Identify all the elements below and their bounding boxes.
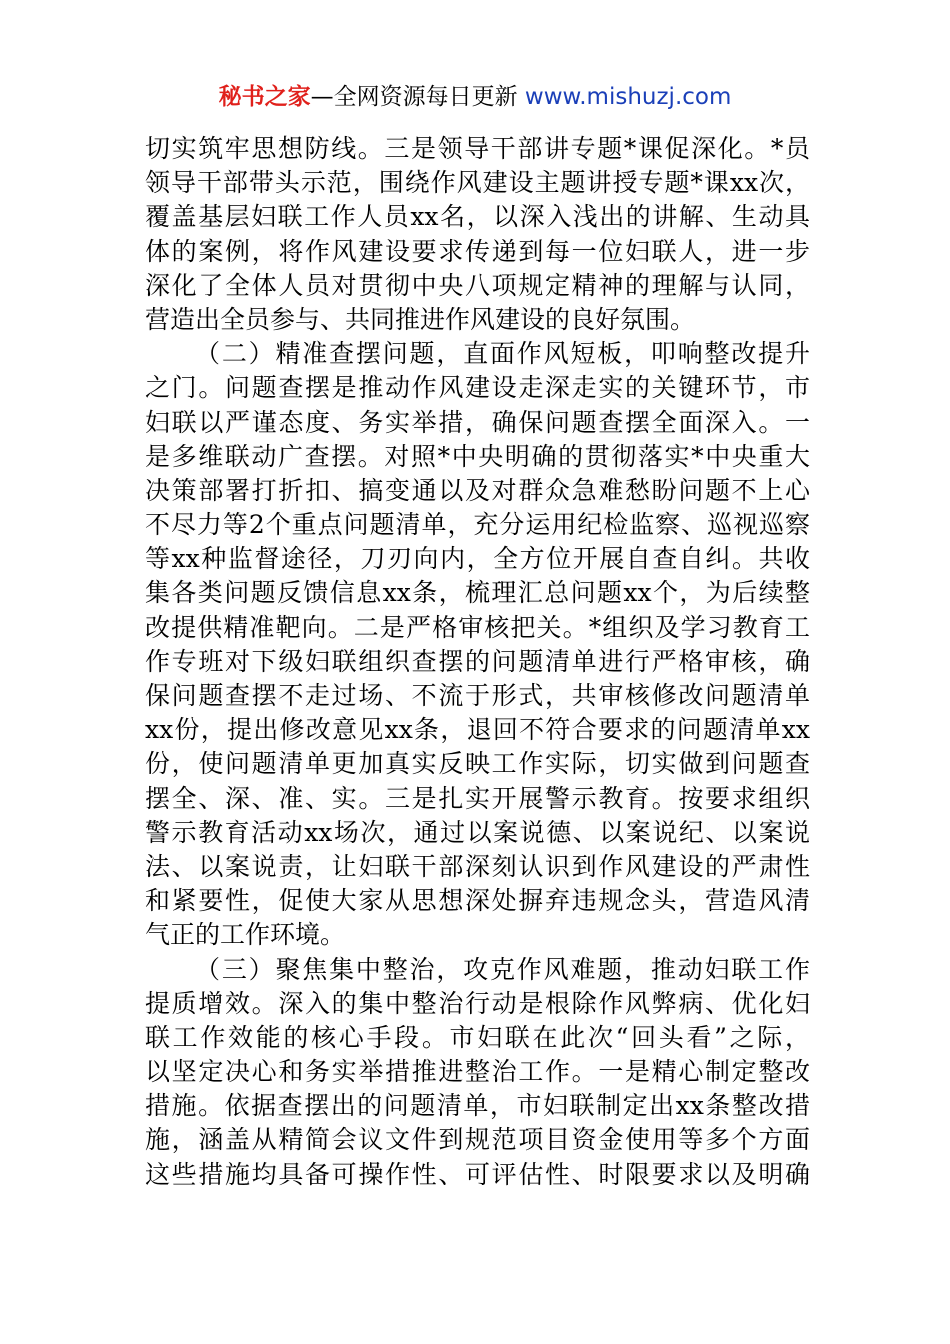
body-line: 联工作效能的核心手段。市妇联在此次“回头看”之际，	[145, 1022, 810, 1052]
paragraph-heading-line: （二）精准查摆问题，直面作风短板，叩响整改提升	[195, 339, 810, 369]
body-line: 营造出全员参与、共同推进作风建设的良好氛围。	[145, 304, 696, 334]
body-line: 领导干部带头示范，围绕作风建设主题讲授专题*课xx次，	[145, 168, 810, 198]
document-body	[145, 132, 810, 1192]
body-line: 摆全、深、准、实。三是扎实开展警示教育。按要求组织	[145, 783, 810, 813]
body-line: 体的案例，将作风建设要求传递到每一位妇联人，进一步	[145, 236, 810, 266]
body-line: 深化了全体人员对贯彻中央八项规定精神的理解与认同，	[145, 270, 810, 300]
body-line: 以坚定决心和务实举措推进整治工作。一是精心制定整改	[145, 1057, 810, 1087]
header-separator: —	[310, 84, 334, 110]
body-line: 之门。问题查摆是推动作风建设走深走实的关键环节，市	[145, 373, 810, 403]
header-tagline: 全网资源每日更新	[333, 84, 518, 110]
body-line: 气正的工作环境。	[145, 920, 346, 950]
body-line: 警示教育活动xx场次，通过以案说德、以案说纪、以案说	[145, 817, 810, 847]
body-line: 等xx种监督途径，刀刃向内，全方位开展自查自纠。共收	[145, 544, 810, 574]
body-line: 不尽力等2个重点问题清单，充分运用纪检监察、巡视巡察	[145, 510, 810, 540]
site-brand: 秘书之家	[218, 84, 311, 110]
body-line: 施，涵盖从精简会议文件到规范项目资金使用等多个方面	[145, 1125, 810, 1155]
body-line: 和紧要性，促使大家从思想深处摒弃违规念头，营造风清	[145, 886, 810, 916]
body-line: 措施。依据查摆出的问题清单，市妇联制定出xx条整改措	[145, 1091, 810, 1121]
body-line: 作专班对下级妇联组织查摆的问题清单进行严格审核，确	[145, 646, 810, 676]
body-line: 保问题查摆不走过场、不流于形式，共审核修改问题清单	[145, 681, 810, 710]
body-line: 提质增效。深入的集中整治行动是根除作风弊病、优化妇	[145, 988, 810, 1018]
body-line: 决策部署打折扣、搞变通以及对群众急难愁盼问题不上心	[145, 475, 810, 505]
body-line: 份，使问题清单更加真实反映工作实际，切实做到问题查	[145, 749, 810, 779]
body-line: 覆盖基层妇联工作人员xx名，以深入浅出的讲解、生动具	[145, 202, 810, 232]
body-line: 改提供精准靶向。二是严格审核把关。*组织及学习教育工	[145, 612, 810, 642]
body-line: 妇联以严谨态度、务实举措，确保问题查摆全面深入。一	[145, 407, 810, 437]
site-url-link[interactable]: www.mishuzj.com	[524, 84, 732, 110]
body-line: 集各类问题反馈信息xx条，梳理汇总问题xx个，为后续整	[145, 578, 810, 608]
body-line: 法、以案说责，让妇联干部深刻认识到作风建设的严肃性	[145, 851, 810, 881]
body-line: 这些措施均具备可操作性、可评估性、时限要求以及明确	[145, 1159, 810, 1189]
page-header	[0, 82, 950, 112]
body-line: 是多维联动广查摆。对照*中央明确的贯彻落实*中央重大	[145, 441, 810, 471]
paragraph-heading-line: （三）聚焦集中整治，攻克作风难题，推动妇联工作	[195, 954, 810, 984]
body-line: 切实筑牢思想防线。三是领导干部讲专题*课促深化。*员	[145, 134, 810, 163]
body-line: xx份，提出修改意见xx条，退回不符合要求的问题清单xx	[145, 715, 810, 745]
